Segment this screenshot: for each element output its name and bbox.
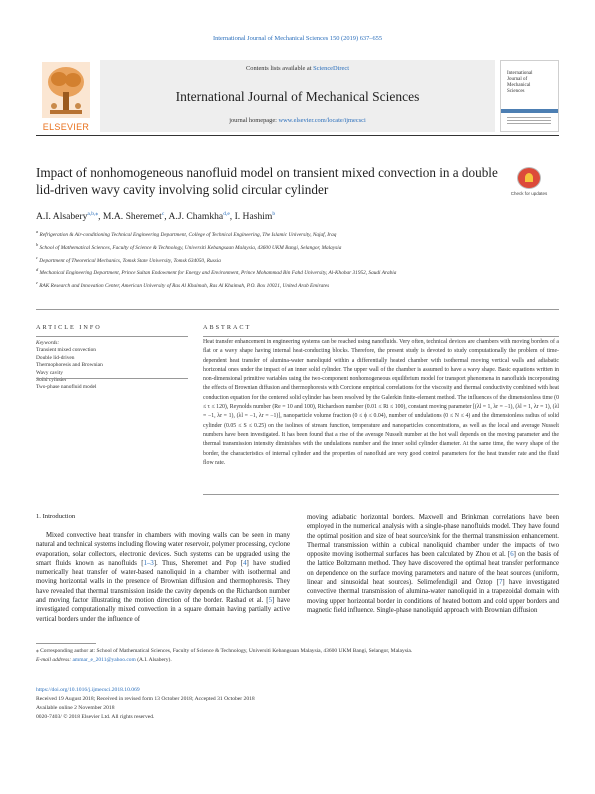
doi-link[interactable]: https://doi.org/10.1016/j.ijmecsci.2018.10.069 bbox=[36, 687, 140, 693]
article-info-rule bbox=[36, 336, 188, 337]
elsevier-tree-icon bbox=[42, 62, 90, 118]
crossmark-label: Check for updates bbox=[510, 191, 548, 196]
body-text: Mixed convective heat transfer in chambers with moving walls can be seen in many natural and technical systems including flowing water reservoir, polymer processing, cyclone evaporation, solar collectors, electronic devices. Such systems can be upgraded using the smart fluids known as nanofluids [ bbox=[36, 532, 290, 567]
footnote bbox=[36, 647, 559, 665]
citation-link[interactable]: 6 bbox=[510, 551, 514, 559]
contents-prefix: Contents lists available at bbox=[246, 65, 314, 72]
citation-link[interactable]: 5 bbox=[268, 597, 272, 605]
body-text: ]. Thus, Sheremet and Pop [ bbox=[153, 559, 244, 567]
body-column-right bbox=[307, 513, 559, 615]
header-rule bbox=[36, 135, 559, 136]
received-dates: Received 19 August 2018; Received in revised form 13 October 2018; Accepted 31 October 2018 bbox=[36, 696, 255, 702]
citation-link[interactable]: 4 bbox=[243, 559, 247, 567]
abstract-text: Heat transfer enhancement in engineering systems can be reached using nanofluids. Very often, technical devices are chambers with moving borders of a flat or a wavy shape having internal heat-conducting blocks. Therefore, the present study is devoted to study computationally the problem of time-dependent heat transfer of alumina-water nanoliquid within a differentially heated chamber with isothermal moving vertical walls and adiabatic horizontal ones under the impact of an inner solid cylinder. The upper wall of the chamber is assumed to have a wavy shape. Basic equations written in non-dimensional primitive variables using the two-component nonhomogeneous equilibrium model for transport phenomena in nanofluids incorporating the effects of Brownian diffusion and thermophoresis with Corcione empirical correlations for the viscosity and thermal conductivity combined with heat conduction equation for the centered solid cylinder has been resolved by the Galerkin finite-element method. The influences of the dimensionless time (0 ≤ τ ≤ 120), Reynolds number (Re = 10 and 100), Richardson number (0.01 ≤ Ri ≤ 100), constant moving parameter [(λl = 1, λr = −1), (λl = 1, λr = 1), (λl = −1, λr = 1), (λl = −1, λr = −1)], nanoparticle volume fraction (0 ≤ ϕ ≤ 0.04), number of undulations (0 ≤ N ≤ 4) and the dimensionless radius of solid cylinder (0.05 ≤ S ≤ 0.25) on the isolines of stream function, temperature and nanoparticles concentrations, as well as the local and average Nusselt numbers have been investigated. It has been found that a rise of the average Nusselt number at the hot wall depends on the moving parameter and the thermal transmission intensity diminishes with the undulations number and the inner solid cylinder diameter. At the same time, the wavy shape of the border, the characteristics of internal cylinder and the properties of nanofluid are very good control parameters for the heat transfer rate and the fluid flow rate. bbox=[203, 339, 559, 466]
email-line bbox=[36, 656, 559, 665]
homepage-link[interactable]: www.elsevier.com/locate/ijmecsci bbox=[278, 117, 366, 124]
keywords-list bbox=[36, 340, 188, 392]
body-text: ] on the basis of the lattice Boltzmann method. They have discovered the optimal heat transfer performance on dependence on the surface moving parameters and nature of the heat sources (uniform, linear and sinusoidal heat sources). Selimefendigil and Öztop [ bbox=[307, 551, 559, 587]
copyright: 0020-7403/ © 2018 Elsevier Ltd. All rights reserved. bbox=[36, 714, 155, 720]
citation-link[interactable]: 7 bbox=[498, 579, 503, 587]
corresponding-author-note: ⁎ Corresponding author at: School of Mathematical Sciences, Faculty of Science & Technology, Universiti Kebangsaan Malaysia, 43600 UKM Bangi, Selangor, Malaysia. bbox=[36, 648, 413, 654]
author-name[interactable]: M.A. Sheremet bbox=[102, 211, 162, 223]
affiliation-mark: c bbox=[36, 254, 38, 260]
article-history bbox=[36, 686, 559, 722]
author-name[interactable]: A.J. Chamkha bbox=[168, 211, 224, 223]
affiliation-text: Refrigeration & Air-conditioning Technical Engineering Department, College of Technical Engineering, The Islamic University, Najaf, Iraq bbox=[39, 231, 337, 238]
body-text: ] have investigated convective thermal transmission of alumina-water nanoliquid in a trapezoidal domain with moving upper horizontal border in conditions of heated bottom and cold upper borders and magnetic field influence. Single-phase nanoliquid approach with Brownian diffusion bbox=[307, 579, 559, 614]
affiliation-mark: a bbox=[36, 229, 39, 234]
email-suffix: (A.I. Alsabery). bbox=[135, 657, 172, 663]
keyword-item: Thermophoresis and Brownian bbox=[36, 362, 103, 369]
homepage-line bbox=[100, 117, 495, 124]
affiliation-item bbox=[36, 240, 559, 253]
crossmark-icon bbox=[517, 167, 541, 189]
author-name[interactable]: A.I. Alsabery bbox=[36, 211, 88, 223]
crossmark-button[interactable] bbox=[509, 167, 549, 201]
author-affiliation-mark[interactable]: c bbox=[161, 211, 165, 217]
article-title: Impact of nonhomogeneous nanofluid model on transient mixed convection in a double lid-driven wavy cavity involving solid circular cylinder bbox=[36, 165, 498, 197]
introduction-heading: 1. Introduction bbox=[36, 513, 76, 520]
author-affiliation-mark[interactable]: b bbox=[272, 211, 276, 217]
affiliation-item bbox=[36, 265, 559, 278]
masthead-center bbox=[100, 60, 495, 132]
affiliations bbox=[36, 227, 559, 291]
article-info-end-rule bbox=[36, 378, 188, 379]
journal-cover-thumbnail[interactable] bbox=[500, 60, 559, 132]
abstract-rule bbox=[203, 336, 559, 337]
cover-title: International Journal of Mechanical Sciences bbox=[507, 71, 533, 94]
abstract-end-rule bbox=[203, 494, 559, 495]
elsevier-logo[interactable] bbox=[36, 60, 96, 132]
body-paragraph bbox=[36, 531, 290, 624]
email-link[interactable]: ammar_e_2011@yahoo.com bbox=[72, 657, 136, 663]
affiliation-text: School of Mathematical Sciences, Faculty of Science & Technology, Universiti Kebangsaan Malaysia, 43600 UKM Bangi, Selangor, Malaysia bbox=[39, 244, 342, 251]
keywords-label: Keywords: bbox=[36, 340, 60, 346]
journal-masthead bbox=[36, 60, 559, 132]
author-affiliation-mark[interactable]: d,e bbox=[223, 211, 230, 217]
affiliation-text: Department of Theoretical Mechanics, Tomsk State University, Tomsk 634050, Russia bbox=[39, 257, 221, 264]
elsevier-wordmark: ELSEVIER bbox=[42, 122, 90, 132]
abstract-heading: ABSTRACT bbox=[203, 324, 252, 331]
keyword-item: Solid cylinder bbox=[36, 377, 67, 384]
section-rule bbox=[36, 309, 559, 310]
affiliation-text: RAK Research and Innovation Center, American University of Ras Al Khaimah, Ras Al Khaimah, P.O. Box 10021, United Arab Emirates bbox=[39, 282, 330, 289]
cover-lines bbox=[507, 117, 551, 118]
body-text: moving adiabatic horizontal borders. Maxwell and Brinkman correlations have been employed in the numerical analysis with a single-phase nanofluids model. They have found the optimal position and size of heat source/sink for the thermal transmission enhancement. Thermal transmission within a cubical nanoliquid chamber under the impacts of two opposite moving isothermal surfaces has been calculated by Zhou et al. [ bbox=[307, 514, 559, 559]
affiliation-text: Mechanical Engineering Department, Prince Sultan Endowment for Energy and Environment, Prince Mohammad Bin Fahd University, Al-Khobar 31952, Saudi Arabia bbox=[39, 270, 397, 277]
article-info-heading: ARTICLE INFO bbox=[36, 324, 102, 331]
keyword-item: Wavy cavity bbox=[36, 369, 63, 376]
citation-link[interactable]: 1–3 bbox=[143, 559, 154, 567]
journal-title: International Journal of Mechanical Sciences bbox=[175, 89, 420, 104]
cover-band bbox=[501, 109, 558, 113]
author-name[interactable]: I. Hashim bbox=[234, 211, 273, 223]
author-list: A.I. Alsabery$^{a,b,⁎}$, M.A. Sheremet$^c$, A.J. Chamkha$^{d,e}$, I. Hashim$^b$ bbox=[36, 211, 276, 223]
footnote-rule bbox=[36, 643, 96, 644]
body-text: ] have studied numerically heat transfer of water-based nanoliquid in a chamber with isothermal and moving horizontal walls in the presence of Brownian diffusion and thermophoresis. They have revealed that thermal transmission inside the cavity depends on the Richardson number and moving factor illustrating the motion direction of the border. Rashad et al. [ bbox=[36, 559, 290, 605]
affiliation-item bbox=[36, 227, 559, 240]
keyword-item: Double lid-driven bbox=[36, 354, 75, 361]
contents-line bbox=[100, 65, 495, 72]
body-paragraph bbox=[307, 513, 559, 615]
affiliation-mark: b bbox=[36, 241, 39, 247]
body-column-left bbox=[36, 531, 290, 624]
keyword-item: Transient mixed convection bbox=[36, 347, 96, 354]
homepage-prefix: journal homepage: bbox=[229, 117, 279, 124]
affiliation-mark: d bbox=[36, 267, 39, 273]
sciencedirect-link[interactable]: ScienceDirect bbox=[313, 65, 349, 72]
affiliation-mark: e bbox=[36, 280, 38, 286]
journal-reference[interactable]: International Journal of Mechanical Sciences 150 (2019) 637–655 bbox=[212, 35, 383, 42]
available-online: Available online 2 November 2018 bbox=[36, 705, 115, 711]
author-affiliation-mark[interactable]: a,b,⁎ bbox=[87, 211, 99, 217]
keyword-item: Two-phase nanofluid model bbox=[36, 384, 97, 391]
email-label: E-mail address: bbox=[36, 657, 73, 663]
affiliation-item bbox=[36, 253, 559, 266]
body-text: ] have investigated computationally mixed convection in a square domain having partially active vertical borders under the influence of bbox=[36, 597, 290, 623]
affiliation-item bbox=[36, 278, 559, 291]
